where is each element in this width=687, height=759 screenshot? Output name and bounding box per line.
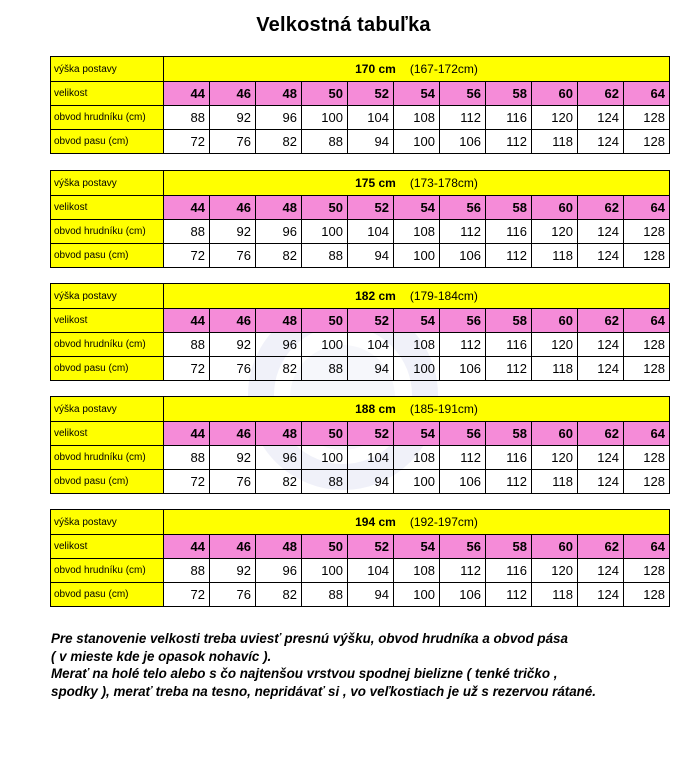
size-row-cell: 60 bbox=[532, 422, 578, 446]
size-row-cell: 56 bbox=[440, 196, 486, 220]
chest-row-cell: 128 bbox=[624, 220, 670, 244]
size-row-cell: 52 bbox=[348, 535, 394, 559]
waist-row-cell: 88 bbox=[302, 583, 348, 607]
waist-row-cell: 124 bbox=[578, 357, 624, 381]
chest-row-cell: 108 bbox=[394, 106, 440, 130]
chest-row-cell: 92 bbox=[210, 333, 256, 357]
size-row-cell: 58 bbox=[486, 309, 532, 333]
size-row-cell: 44 bbox=[164, 82, 210, 106]
chest-row-cell: 100 bbox=[302, 333, 348, 357]
waist-row-cell: 124 bbox=[578, 244, 624, 268]
size-row-cell: 58 bbox=[486, 535, 532, 559]
size-row-cell: 50 bbox=[302, 309, 348, 333]
chest-row-cell: 104 bbox=[348, 559, 394, 583]
chest-row-cell: 112 bbox=[440, 333, 486, 357]
waist-row-label: obvod pasu (cm) bbox=[51, 357, 164, 381]
height-value: 194 cm bbox=[355, 515, 396, 529]
waist-row-cell: 118 bbox=[532, 470, 578, 494]
size-row-cell: 46 bbox=[210, 422, 256, 446]
size-row-cell: 60 bbox=[532, 82, 578, 106]
note-line: Pre stanovenie velkosti treba uviesť presnú výšku, obvod hrudníka a obvod pása bbox=[51, 631, 568, 646]
chest-row-cell: 88 bbox=[164, 559, 210, 583]
height-header bbox=[164, 284, 670, 309]
size-row-label: velikost bbox=[51, 422, 164, 446]
chest-row-cell: 104 bbox=[348, 333, 394, 357]
height-label: výška postavy bbox=[51, 510, 164, 535]
waist-row-cell: 106 bbox=[440, 470, 486, 494]
chest-row-cell: 128 bbox=[624, 106, 670, 130]
size-table bbox=[50, 396, 670, 494]
size-row-cell: 54 bbox=[394, 309, 440, 333]
waist-row-cell: 88 bbox=[302, 244, 348, 268]
chest-row-cell: 120 bbox=[532, 220, 578, 244]
waist-row-cell: 76 bbox=[210, 583, 256, 607]
table-row bbox=[51, 510, 670, 535]
chest-row-cell: 92 bbox=[210, 106, 256, 130]
waist-row-cell: 82 bbox=[256, 244, 302, 268]
height-label: výška postavy bbox=[51, 57, 164, 82]
size-row-cell: 44 bbox=[164, 309, 210, 333]
note-line: Merať na holé telo alebo s čo najtenšou vrstvou spodnej bielizne ( tenké tričko , bbox=[51, 666, 558, 681]
waist-row-cell: 76 bbox=[210, 470, 256, 494]
waist-row-cell: 128 bbox=[624, 357, 670, 381]
size-row-cell: 46 bbox=[210, 82, 256, 106]
table-row bbox=[51, 57, 670, 82]
chest-row-cell: 128 bbox=[624, 559, 670, 583]
height-value: 170 cm bbox=[355, 62, 396, 76]
waist-row-cell: 128 bbox=[624, 244, 670, 268]
waist-row-cell: 112 bbox=[486, 357, 532, 381]
waist-row-label: obvod pasu (cm) bbox=[51, 470, 164, 494]
chest-row-cell: 96 bbox=[256, 559, 302, 583]
size-row-cell: 52 bbox=[348, 82, 394, 106]
waist-row-cell: 72 bbox=[164, 583, 210, 607]
chest-row-cell: 92 bbox=[210, 559, 256, 583]
note-line: ( v mieste kde je opasok nohavíc ). bbox=[51, 648, 272, 664]
chest-row-cell: 124 bbox=[578, 333, 624, 357]
size-row-cell: 48 bbox=[256, 309, 302, 333]
chest-row-cell: 96 bbox=[256, 106, 302, 130]
chest-row-cell: 96 bbox=[256, 446, 302, 470]
height-header bbox=[164, 171, 670, 196]
chest-row-label: obvod hrudníku (cm) bbox=[51, 559, 164, 583]
waist-row-cell: 72 bbox=[164, 470, 210, 494]
waist-row-cell: 112 bbox=[486, 583, 532, 607]
waist-row-cell: 94 bbox=[348, 470, 394, 494]
waist-row-cell: 76 bbox=[210, 357, 256, 381]
size-row-cell: 58 bbox=[486, 422, 532, 446]
waist-row bbox=[51, 357, 670, 381]
size-row-cell: 56 bbox=[440, 422, 486, 446]
chest-row-cell: 92 bbox=[210, 220, 256, 244]
chest-row-cell: 112 bbox=[440, 220, 486, 244]
height-range: (167-172cm) bbox=[409, 62, 478, 76]
chest-row-cell: 88 bbox=[164, 446, 210, 470]
size-table bbox=[50, 283, 670, 381]
size-row-cell: 58 bbox=[486, 196, 532, 220]
waist-row-cell: 72 bbox=[164, 130, 210, 154]
chest-row-cell: 92 bbox=[210, 446, 256, 470]
chest-row-cell: 88 bbox=[164, 106, 210, 130]
size-row-cell: 48 bbox=[256, 422, 302, 446]
waist-row-cell: 94 bbox=[348, 130, 394, 154]
size-row-cell: 46 bbox=[210, 309, 256, 333]
waist-row-cell: 124 bbox=[578, 583, 624, 607]
chest-row-cell: 112 bbox=[440, 559, 486, 583]
size-row-cell: 50 bbox=[302, 82, 348, 106]
size-row-cell: 62 bbox=[578, 196, 624, 220]
size-row-cell: 60 bbox=[532, 535, 578, 559]
waist-row-cell: 88 bbox=[302, 357, 348, 381]
height-value: 175 cm bbox=[355, 176, 396, 190]
chest-row-cell: 108 bbox=[394, 446, 440, 470]
chest-row-cell: 120 bbox=[532, 446, 578, 470]
waist-row-label: obvod pasu (cm) bbox=[51, 244, 164, 268]
waist-row-cell: 82 bbox=[256, 357, 302, 381]
height-value: 188 cm bbox=[355, 402, 396, 416]
size-row-cell: 50 bbox=[302, 535, 348, 559]
size-row-cell: 64 bbox=[624, 309, 670, 333]
waist-row-cell: 124 bbox=[578, 470, 624, 494]
chest-row-cell: 96 bbox=[256, 220, 302, 244]
waist-row-cell: 118 bbox=[532, 357, 578, 381]
size-row-cell: 46 bbox=[210, 196, 256, 220]
size-row-cell: 44 bbox=[164, 422, 210, 446]
height-header bbox=[164, 57, 670, 82]
height-value: 182 cm bbox=[355, 289, 396, 303]
waist-row-cell: 100 bbox=[394, 357, 440, 381]
height-range: (179-184cm) bbox=[409, 289, 478, 303]
chest-row-cell: 88 bbox=[164, 220, 210, 244]
waist-row-cell: 112 bbox=[486, 470, 532, 494]
chest-row-cell: 128 bbox=[624, 446, 670, 470]
waist-row-cell: 82 bbox=[256, 130, 302, 154]
size-row-label: velikost bbox=[51, 309, 164, 333]
size-row-cell: 52 bbox=[348, 422, 394, 446]
chest-row-cell: 116 bbox=[486, 559, 532, 583]
size-row bbox=[51, 196, 670, 220]
height-range: (192-197cm) bbox=[409, 515, 478, 529]
waist-row-cell: 106 bbox=[440, 130, 486, 154]
chest-row-cell: 100 bbox=[302, 559, 348, 583]
size-row-cell: 46 bbox=[210, 535, 256, 559]
size-row-cell: 62 bbox=[578, 422, 624, 446]
chest-row-cell: 116 bbox=[486, 446, 532, 470]
chest-row-cell: 124 bbox=[578, 559, 624, 583]
chest-row-cell: 96 bbox=[256, 333, 302, 357]
height-range: (173-178cm) bbox=[409, 176, 478, 190]
size-row-cell: 50 bbox=[302, 422, 348, 446]
waist-row-cell: 128 bbox=[624, 130, 670, 154]
waist-row-cell: 100 bbox=[394, 470, 440, 494]
chest-row-label: obvod hrudníku (cm) bbox=[51, 106, 164, 130]
size-row bbox=[51, 309, 670, 333]
waist-row-cell: 88 bbox=[302, 130, 348, 154]
size-row-cell: 56 bbox=[440, 535, 486, 559]
waist-row-cell: 94 bbox=[348, 244, 394, 268]
waist-row-cell: 106 bbox=[440, 357, 486, 381]
waist-row-cell: 106 bbox=[440, 244, 486, 268]
chest-row-cell: 124 bbox=[578, 220, 624, 244]
size-row bbox=[51, 82, 670, 106]
waist-row-cell: 118 bbox=[532, 244, 578, 268]
size-row bbox=[51, 535, 670, 559]
size-row-cell: 64 bbox=[624, 422, 670, 446]
size-table bbox=[50, 170, 670, 268]
page-title: Velkostná tabuľka bbox=[256, 14, 431, 36]
waist-row-cell: 82 bbox=[256, 470, 302, 494]
table-row bbox=[51, 397, 670, 422]
waist-row-cell: 76 bbox=[210, 244, 256, 268]
size-row-cell: 48 bbox=[256, 82, 302, 106]
chest-row-cell: 104 bbox=[348, 220, 394, 244]
waist-row-cell: 128 bbox=[624, 583, 670, 607]
size-row-cell: 64 bbox=[624, 535, 670, 559]
size-row-cell: 56 bbox=[440, 309, 486, 333]
height-header bbox=[164, 397, 670, 422]
chest-row-cell: 100 bbox=[302, 106, 348, 130]
chest-row-cell: 100 bbox=[302, 446, 348, 470]
size-row-cell: 58 bbox=[486, 82, 532, 106]
note-line: spodky ), merať treba na tesno, nepridávať si , vo veľkostiach je už s rezervou rátané. bbox=[51, 683, 597, 699]
chest-row-cell: 120 bbox=[532, 106, 578, 130]
waist-row-cell: 100 bbox=[394, 244, 440, 268]
chest-row-cell: 108 bbox=[394, 559, 440, 583]
waist-row-label: obvod pasu (cm) bbox=[51, 583, 164, 607]
waist-row-cell: 124 bbox=[578, 130, 624, 154]
chest-row-cell: 112 bbox=[440, 446, 486, 470]
waist-row bbox=[51, 244, 670, 268]
size-row-cell: 64 bbox=[624, 196, 670, 220]
size-row-cell: 50 bbox=[302, 196, 348, 220]
waist-row-cell: 72 bbox=[164, 244, 210, 268]
size-row-cell: 44 bbox=[164, 535, 210, 559]
size-row-cell: 62 bbox=[578, 82, 624, 106]
size-row-label: velikost bbox=[51, 535, 164, 559]
waist-row-cell: 72 bbox=[164, 357, 210, 381]
chest-row-cell: 88 bbox=[164, 333, 210, 357]
chest-row bbox=[51, 559, 670, 583]
chest-row-cell: 104 bbox=[348, 106, 394, 130]
height-header bbox=[164, 510, 670, 535]
height-label: výška postavy bbox=[51, 284, 164, 309]
size-row-cell: 56 bbox=[440, 82, 486, 106]
size-row-cell: 54 bbox=[394, 535, 440, 559]
size-row-cell: 60 bbox=[532, 196, 578, 220]
chest-row-label: obvod hrudníku (cm) bbox=[51, 446, 164, 470]
chest-row-cell: 104 bbox=[348, 446, 394, 470]
chest-row-cell: 120 bbox=[532, 559, 578, 583]
waist-row-cell: 82 bbox=[256, 583, 302, 607]
size-row-label: velikost bbox=[51, 196, 164, 220]
height-range: (185-191cm) bbox=[409, 402, 478, 416]
size-row-cell: 52 bbox=[348, 309, 394, 333]
chest-row-cell: 124 bbox=[578, 446, 624, 470]
chest-row-cell: 108 bbox=[394, 220, 440, 244]
chest-row-cell: 128 bbox=[624, 333, 670, 357]
waist-row bbox=[51, 583, 670, 607]
size-row-cell: 62 bbox=[578, 535, 624, 559]
size-row bbox=[51, 422, 670, 446]
size-row-cell: 44 bbox=[164, 196, 210, 220]
chest-row-cell: 116 bbox=[486, 220, 532, 244]
chest-row-cell: 116 bbox=[486, 106, 532, 130]
height-label: výška postavy bbox=[51, 397, 164, 422]
chest-row bbox=[51, 220, 670, 244]
waist-row-cell: 106 bbox=[440, 583, 486, 607]
chest-row-cell: 108 bbox=[394, 333, 440, 357]
chest-row-cell: 112 bbox=[440, 106, 486, 130]
size-row-label: velikost bbox=[51, 82, 164, 106]
chest-row-label: obvod hrudníku (cm) bbox=[51, 220, 164, 244]
waist-row bbox=[51, 470, 670, 494]
size-row-cell: 48 bbox=[256, 196, 302, 220]
chest-row-cell: 120 bbox=[532, 333, 578, 357]
waist-row-label: obvod pasu (cm) bbox=[51, 130, 164, 154]
chest-row-label: obvod hrudníku (cm) bbox=[51, 333, 164, 357]
size-row-cell: 64 bbox=[624, 82, 670, 106]
table-row bbox=[51, 171, 670, 196]
size-row-cell: 52 bbox=[348, 196, 394, 220]
size-row-cell: 54 bbox=[394, 196, 440, 220]
waist-row-cell: 100 bbox=[394, 130, 440, 154]
waist-row-cell: 88 bbox=[302, 470, 348, 494]
size-row-cell: 54 bbox=[394, 82, 440, 106]
chest-row-cell: 100 bbox=[302, 220, 348, 244]
size-row-cell: 48 bbox=[256, 535, 302, 559]
chest-row-cell: 116 bbox=[486, 333, 532, 357]
waist-row-cell: 94 bbox=[348, 583, 394, 607]
size-table bbox=[50, 56, 670, 154]
size-row-cell: 62 bbox=[578, 309, 624, 333]
waist-row-cell: 118 bbox=[532, 583, 578, 607]
height-label: výška postavy bbox=[51, 171, 164, 196]
waist-row-cell: 112 bbox=[486, 130, 532, 154]
chest-row-cell: 124 bbox=[578, 106, 624, 130]
size-table bbox=[50, 509, 670, 607]
waist-row bbox=[51, 130, 670, 154]
waist-row-cell: 94 bbox=[348, 357, 394, 381]
waist-row-cell: 100 bbox=[394, 583, 440, 607]
chest-row bbox=[51, 106, 670, 130]
size-row-cell: 60 bbox=[532, 309, 578, 333]
waist-row-cell: 128 bbox=[624, 470, 670, 494]
table-row bbox=[51, 284, 670, 309]
chest-row bbox=[51, 333, 670, 357]
waist-row-cell: 112 bbox=[486, 244, 532, 268]
size-row-cell: 54 bbox=[394, 422, 440, 446]
waist-row-cell: 76 bbox=[210, 130, 256, 154]
instructions-note bbox=[51, 630, 671, 700]
chest-row bbox=[51, 446, 670, 470]
waist-row-cell: 118 bbox=[532, 130, 578, 154]
